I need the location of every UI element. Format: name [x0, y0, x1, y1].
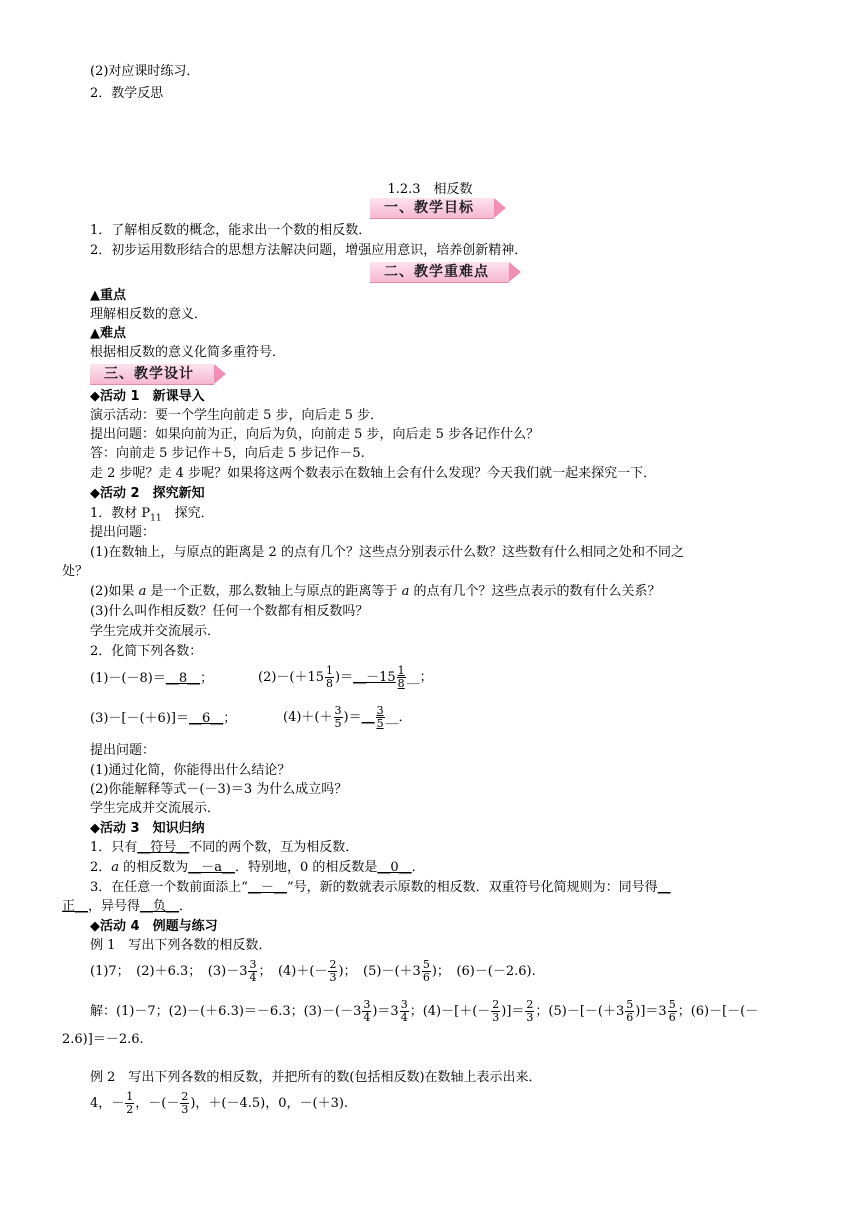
solution-line: 解：(1)－7；(2)－(＋6.3)＝－6.3；(3)－(－3 $\frac{3}{4}$ )＝3 $\frac{3}{4}$ ；(4)－[＋(－ $\frac{2}{3}$ )]＝ $\frac{2}{3}$ ；(5)－[－(＋3 $\frac{5}{6}$ )]＝3 $\frac{5}{6}$ ；(6)－[－(－ — [90, 998, 759, 1024]
text-line: 2．化简下列各数： — [90, 644, 203, 659]
answer: __符号__ — [137, 840, 190, 855]
text-line: 1．教材 $P_{11}$ 探究． — [90, 506, 214, 524]
text-line: 理解相反数的意义． — [90, 307, 208, 322]
text-line: 答：向前走 5 步记作＋5，向后走 5 步记作－5. — [90, 446, 365, 461]
banner-label: 一、教学目标 — [384, 200, 474, 216]
text-line: (3)什么叫作相反数？任何一个数都有相反数吗？ — [90, 604, 369, 619]
activity-heading: ◆活动 2 探究新知 — [90, 486, 205, 501]
answer: __负__ — [140, 899, 180, 914]
text-line: 学生完成并交流展示． — [90, 801, 221, 816]
banner-label: 三、教学设计 — [104, 366, 194, 382]
exercise-item: (1)－(－8)＝__8__； — [90, 671, 214, 686]
text-line: 1．只有__符号__不同的两个数，互为相反数． — [90, 840, 359, 855]
text-line: (1)在数轴上，与原点的距离是 2 的点有几个？这些点分别表示什么数？这些数有什么相同之处和不同之 — [90, 545, 684, 560]
chevron-right-icon — [494, 198, 506, 218]
answer: 正__ — [62, 899, 89, 914]
exercise-item: (2)－(＋15 $\frac{1}{8}$ )＝__－15 $\frac{1}{8}$ __； — [258, 664, 433, 690]
text-line: 2．教学反思 — [90, 86, 164, 101]
answer: __ — [361, 710, 375, 725]
text-line: (2)你能解释等式－(－3)＝3 为什么成立吗？ — [90, 782, 348, 797]
text-line: 根据相反数的意义化简多重符号． — [90, 345, 286, 360]
answer: __8__ — [165, 671, 201, 686]
activity-heading: ◆活动 3 知识归纳 — [90, 821, 205, 836]
text-line: 例 1 写出下列各数的相反数． — [90, 938, 272, 953]
text-line: 提出问题： — [90, 743, 156, 758]
exercise-item: (4)＋(＋ $\frac{3}{5}$ )＝__ $\frac{3}{5}$ __． — [283, 704, 412, 730]
text-line: 3．在任意一个数前面添上“__－__”号，新的数就表示原数的相反数．双重符号化简规则为：同号得__ — [90, 880, 671, 895]
text-line: (2)如果 a 是一个正数，那么数轴上与原点的距离等于 a 的点有几个？这些点表示的数有什么关系？ — [90, 584, 661, 599]
answer: __－a__ — [188, 860, 235, 875]
chevron-right-icon — [509, 262, 521, 282]
answer: __－15 — [353, 670, 396, 685]
answer: __0__ — [377, 860, 412, 875]
activity-heading: ◆活动 4 例题与练习 — [90, 919, 218, 934]
text-line: 处？ — [62, 564, 89, 579]
text-line: 学生完成并交流展示． — [90, 624, 221, 639]
section-banner — [370, 262, 509, 283]
activity-heading: ◆活动 1 新课导入 — [90, 389, 205, 404]
chevron-right-icon — [214, 364, 226, 384]
text-line: 2．a 的相反数为__－a__．特别地，0 的相反数是__0__． — [90, 860, 425, 875]
exercise-item: (3)－[－(＋6)]＝__6__； — [90, 711, 237, 726]
answer: __－__ — [247, 880, 287, 895]
subheading: ▲难点 — [90, 326, 126, 341]
section-title: 1.2.3 相反数 — [387, 182, 473, 197]
answer: __ — [657, 880, 671, 895]
answer: __6__ — [188, 711, 224, 726]
section-banner — [370, 198, 494, 219]
text-line: 提出问题：如果向前为正，向后为负，向前走 5 步，向后走 5 步各记作什么？ — [90, 427, 540, 442]
text-line: 走 2 步呢？走 4 步呢？如果将这两个数表示在数轴上会有什么发现？今天我们就一起来探究一下． — [90, 466, 657, 481]
text-line: 提出问题： — [90, 525, 156, 540]
text-line: 演示活动：要一个学生向前走 5 步，向后走 5 步． — [90, 408, 384, 423]
exercise-list: 4，－ $\frac{1}{2}$ ，－(－ $\frac{2}{3}$ )，＋(－4.5)，0，－(＋3). — [90, 1090, 349, 1116]
text-line: 例 2 写出下列各数的相反数，并把所有的数(包括相反数)在数轴上表示出来． — [90, 1070, 542, 1085]
section-banner — [90, 364, 214, 385]
text-line: 1．了解相反数的概念，能求出一个数的相反数． — [90, 223, 372, 238]
text-line: (2)对应课时练习． — [90, 64, 200, 79]
banner-label: 二、教学重难点 — [384, 264, 489, 280]
solution-line: 2.6)]＝－2.6. — [62, 1032, 144, 1047]
text-line: 正__，异号得__负__． — [62, 899, 193, 914]
subheading: ▲重点 — [90, 288, 126, 303]
text-line: (1)通过化简，你能得出什么结论？ — [90, 763, 291, 778]
exercise-list: (1)7； (2)＋6.3； (3)－3 $\frac{3}{4}$ ； (4)＋(－ $\frac{2}{3}$ )； (5)－(＋3 $\frac{5}{6}$ )； (6)－(－2.6). — [90, 958, 536, 984]
text-line: 2．初步运用数形结合的思想方法解决问题，增强应用意识，培养创新精神． — [90, 243, 528, 258]
